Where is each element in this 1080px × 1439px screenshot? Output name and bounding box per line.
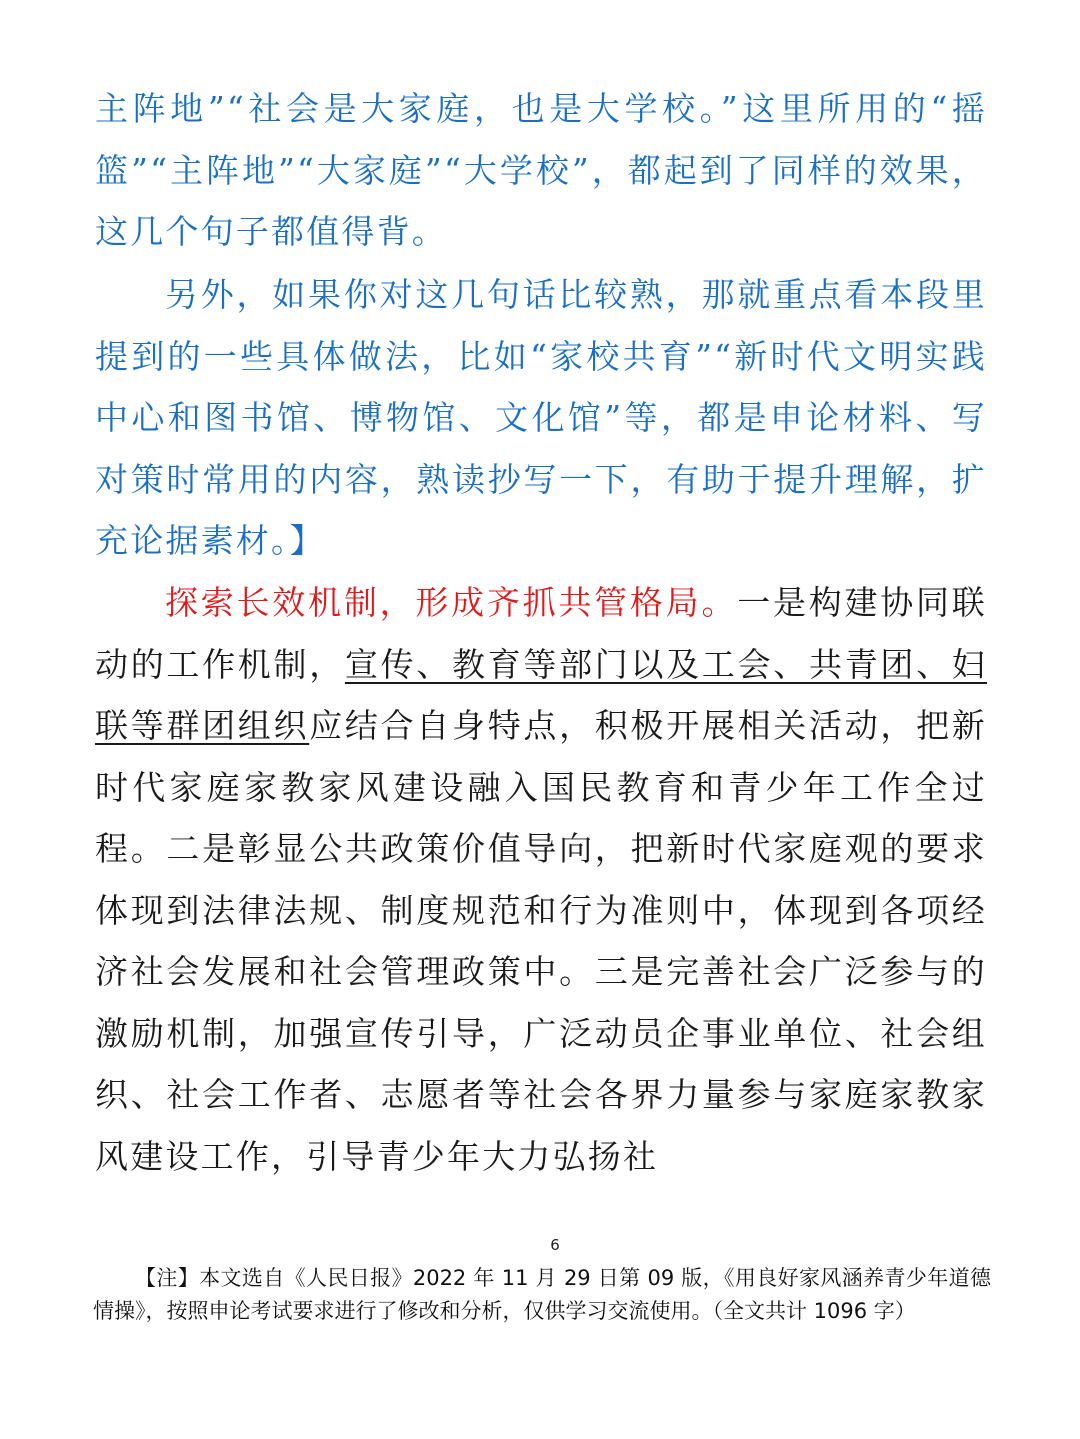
body-paragraph xyxy=(95,572,987,1187)
commentary-paragraph-1 xyxy=(95,78,987,263)
footnote: 【注】本文选自《人民日报》2022 年 11 月 29 日第 09 版，《用良好家风涵养青少年道德情操》，按照申论考试要求进行了修改和分析，仅供学习交流使用。（全文共计 1096 字） xyxy=(93,1266,991,1323)
commentary-paragraph-2 xyxy=(95,264,987,572)
section-heading: 探索长效机制，形成齐抓共管格局。 xyxy=(165,583,738,622)
underlined-phrase: 宣传、教育等部门以及工会、共青团、妇联等群团组织 xyxy=(95,644,987,745)
commentary-text-1: 主阵地”“社会是大家庭，也是大学校。”这里所用的“摇篮”“主阵地”“大家庭”“大学校”，都起到了同样的效果，这几个句子都值得背。 xyxy=(95,89,987,251)
body-text-part-2: 应结合自身特点，积极开展相关活动，把新时代家庭家教家风建设融入国民教育和青少年工作全过程。二是彰显公共政策价值导向，把新时代家庭观的要求体现到法律法规、制度规范和行为准则中，体现到各项经济社会发展和社会管理政策中。三是完善社会广泛参与的激励机制，加强宣传引导，广泛动员企事业单位、社会组织、社会工作者、志愿者等社会各界力量参与家庭家教家风建设工作，引导青少年大力弘扬社 xyxy=(95,706,987,1176)
page-number: 6 xyxy=(550,1236,560,1254)
commentary-text-2: 另外，如果你对这几句话比较熟，那就重点看本段里提到的一些具体做法，比如“家校共育”“新时代文明实践中心和图书馆、博物馆、文化馆”等，都是申论材料、写对策时常用的内容，熟读抄写一下，有助于提升理解，扩充论据素材。】 xyxy=(95,275,987,560)
body-text-part-1: 一是构建协同联动的工作机制， xyxy=(95,583,987,684)
